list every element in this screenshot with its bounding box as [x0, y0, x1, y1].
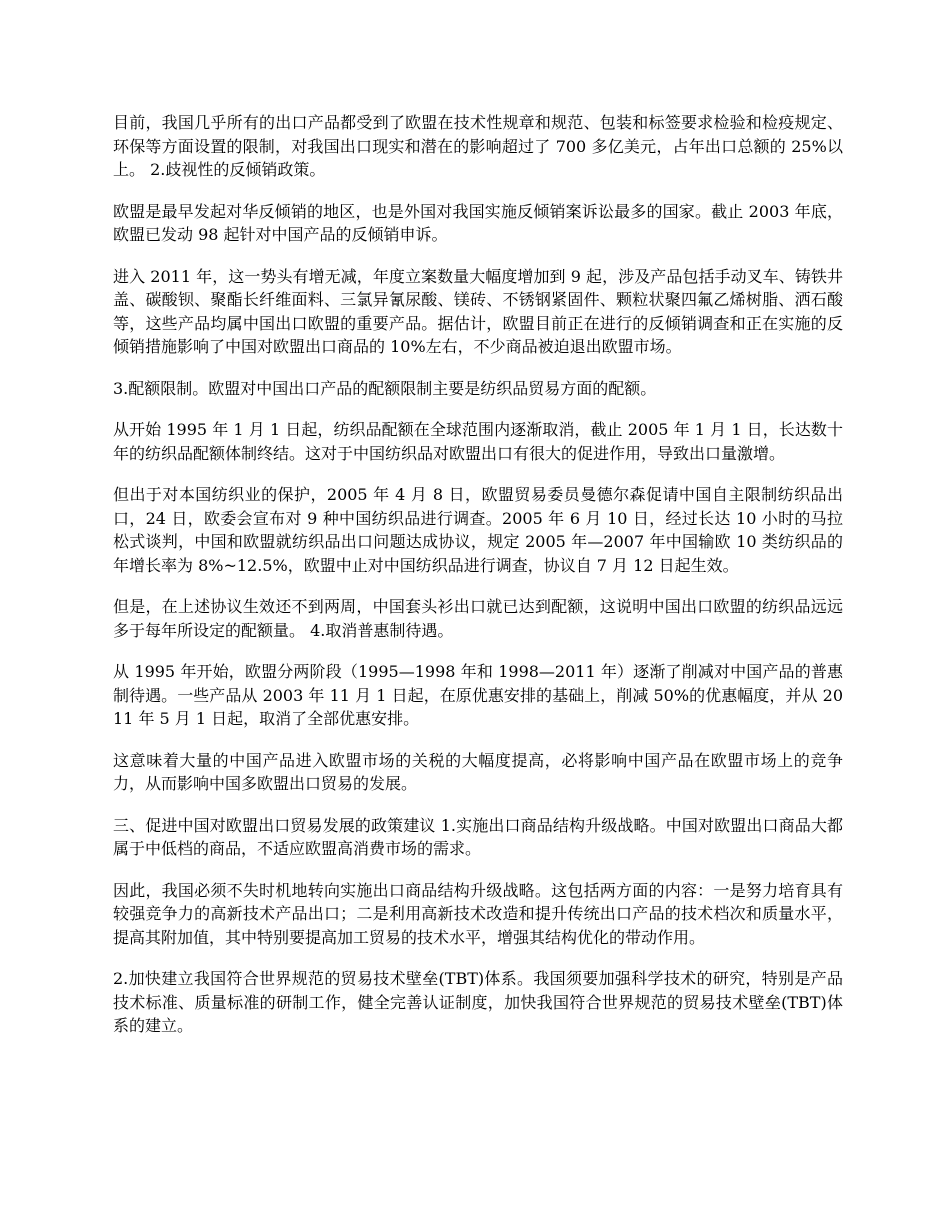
paragraph-quota-restriction: 3.配额限制。欧盟对中国出口产品的配额限制主要是纺织品贸易方面的配额。	[113, 378, 657, 398]
paragraph-policy-suggestions: 三、促进中国对欧盟出口贸易发展的政策建议 1.实施出口商品结构升级战略。中国对欧盟出口商品大都属于中低档的商品，不适应欧盟高消费市场的需求。	[113, 815, 843, 858]
paragraph-textile-quota-end: 从开始 1995 年 1 月 1 日起，纺织品配额在全球范围内逐渐取消，截止 2005 年 1 月 1 日，长达数十年的纺织品配额体制终结。这对于中国纺织品对欧盟出口有很大的促进作用，导致出口量激增。	[113, 420, 843, 463]
paragraph-structure-upgrade: 因此，我国必须不失时机地转向实施出口商品结构升级战略。这包括两方面的内容：一是努力培育具有较强竞争力的高新技术产品出口；二是利用高新技术改造和提升传统出口产品的技术档次和质量水平，提高其附加值，其中特别要提高加工贸易的技术水平，增强其结构优化的带动作用。	[113, 880, 843, 947]
paragraph-textile-agreement: 但出于对本国纺织业的保护，2005 年 4 月 8 日，欧盟贸易委员曼德尔森促请中国自主限制纺织品出口，24 日，欧委会宣布对 9 种中国纺织品进行调查。2005 年 6 月 10 日，经过长达 10 小时的马拉松式谈判，中国和欧盟就纺织品出口问题达成协议，规定 2005 年—2007 年中国输欧 10 类纺织品的年增长率为 8%~12.5%，欧盟中止对中国纺织品进行调查，协议自 7 月 12 日起生效。	[113, 485, 843, 575]
paragraph-quota-reached: 但是，在上述协议生效还不到两周，中国套头衫出口就已达到配额，这说明中国出口欧盟的纺织品远远多于每年所设定的配额量。 4.取消普惠制待遇。	[113, 597, 843, 640]
paragraph-tbt-quota: 目前，我国几乎所有的出口产品都受到了欧盟在技术性规章和规范、包装和标签要求检验和检疫规定、环保等方面设置的限制，对我国出口现实和潜在的影响超过了 700 多亿美元，占年出口总额的 25%以上。 2.歧视性的反倾销政策。	[113, 113, 843, 179]
paragraph-tariff-impact: 这意味着大量的中国产品进入欧盟市场的关税的大幅度提高，必将影响中国产品在欧盟市场上的竞争力，从而影响中国多欧盟出口贸易的发展。	[113, 750, 843, 793]
document-page	[113, 111, 843, 1056]
paragraph-tbt-system: 2.加快建立我国符合世界规范的贸易技术壁垒(TBT)体系。我国须要加强科学技术的研究，特别是产品技术标准、质量标准的研制工作，健全完善认证制度，加快我国符合世界规范的贸易技术壁垒(TBT)体系的建立。	[113, 969, 843, 1035]
paragraph-2011-cases: 进入 2011 年，这一势头有增无减，年度立案数量大幅度增加到 9 起，涉及产品包括手动叉车、铸铁井盖、碳酸钡、聚酯长纤维面料、三氯异氰尿酸、镁砖、不锈钢紧固件、颗粒状聚四氟乙烯树脂、洒石酸等，这些产品均属中国出口欧盟的重要产品。据估计，欧盟目前正在进行的反倾销调查和正在实施的反倾销措施影响了中国对欧盟出口商品的 10%左右，不少商品被迫退出欧盟市场。	[113, 266, 843, 356]
paragraph-gsp-reduction: 从 1995 年开始，欧盟分两阶段（1995—1998 年和 1998—2011 年）逐渐了削减对中国产品的普惠制待遇。一些产品从 2003 年 11 月 1 日起，在原优惠安排的基础上，削减 50%的优惠幅度，并从 2011 年 5 月 1 日起，取消了全部优惠安排。	[113, 662, 843, 728]
paragraph-eu-antidumping: 欧盟是最早发起对华反倾销的地区，也是外国对我国实施反倾销案诉讼最多的国家。截止 2003 年底，欧盟已发动 98 起针对中国产品的反倾销申诉。	[113, 201, 843, 244]
